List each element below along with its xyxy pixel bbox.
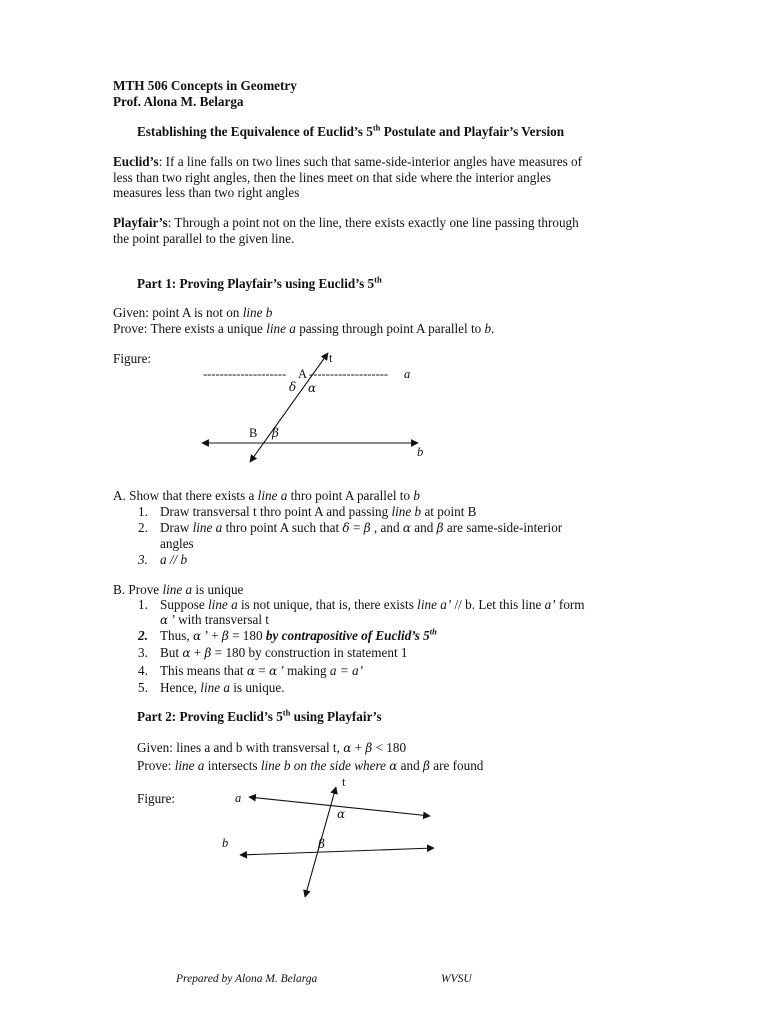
euclid-definition-line1: Euclid’s: If a line falls on two lines such that same-side-interior angles have measures of — [113, 154, 583, 169]
section-b-step4-num: 4. — [138, 663, 148, 678]
part1-figure-label: Figure: — [113, 351, 152, 366]
section-b-step4: This means that α = α ’ making a = a’ — [160, 663, 363, 678]
euclid-definition-line3: measures less than two right angles — [113, 185, 300, 200]
fig2-alpha-label: α — [337, 807, 346, 821]
section-a-step2-num: 2. — [138, 520, 148, 535]
section-a-step1: Draw transversal t thro point A and passing line b at point B — [160, 504, 477, 519]
section-b-intro: B. Prove line a is unique — [113, 582, 244, 597]
part1-given: Given: point A is not on line b — [113, 305, 273, 320]
document-title: Establishing the Equivalence of Euclid’s 5th Postulate and Playfair’s Version — [137, 122, 565, 139]
section-a-step3-num: 3. — [138, 552, 148, 567]
part1-heading: Part 1: Proving Playfair’s using Euclid’s 5th — [137, 274, 382, 291]
section-b-step5: Hence, line a is unique. — [160, 680, 285, 695]
euclid-definition-line2: less than two right angles, then the lines meet on that side where the interior angles — [113, 170, 552, 185]
point-a-label: A — [298, 367, 308, 381]
playfair-definition-line2: the point parallel to the given line. — [113, 231, 295, 246]
beta-angle-label: β — [272, 426, 279, 440]
section-b-step2: Thus, α ’ + β = 180 by contrapositive of Euclid’s 5th — [160, 626, 437, 643]
dashed-line-a-right: ------------------- — [309, 367, 389, 381]
footer-prepared-by: Prepared by Alona M. Belarga — [176, 973, 318, 985]
playfair-definition-line1: Playfair’s: Through a point not on the line, there exists exactly one line passing through — [113, 215, 579, 230]
part2-heading: Part 2: Proving Euclid’s 5th using Playfair’s — [137, 707, 382, 724]
section-b-step1-line2: α ’ with transversal t — [160, 612, 269, 627]
dashed-line-a-left: -------------------- — [203, 367, 287, 381]
section-a-step1-num: 1. — [138, 504, 148, 519]
section-b-step5-num: 5. — [138, 680, 148, 695]
part2-prove: Prove: line a intersects line b on the side where α and β are found — [137, 758, 484, 773]
section-b-step1: Suppose line a is not unique, that is, there exists line a’ // b. Let this line a’ form — [160, 597, 585, 612]
fig2-line-b — [240, 848, 434, 855]
professor-name: Prof. Alona M. Belarga — [113, 94, 244, 109]
section-b-step1-num: 1. — [138, 597, 148, 612]
part2-figure-label: Figure: — [137, 791, 176, 806]
section-a-step3: a // b — [160, 552, 188, 567]
course-title: MTH 506 Concepts in Geometry — [113, 78, 297, 93]
fig2-line-a-label: a — [235, 791, 242, 805]
section-a-intro: A. Show that there exists a line a thro point A parallel to b — [113, 488, 420, 503]
section-a-step2: Draw line a thro point A such that δ = β , and α and β are same-side-interior — [160, 520, 563, 535]
fig2-transversal-t-label: t — [342, 775, 346, 789]
part2-given: Given: lines a and b with transversal t, α + β < 180 — [137, 740, 407, 755]
point-b-label: B — [249, 426, 258, 440]
delta-angle-label: δ — [289, 380, 297, 394]
footer-school: WVSU — [441, 973, 472, 985]
section-b-step3-num: 3. — [138, 645, 148, 660]
section-b-step3: But α + β = 180 by construction in statement 1 — [160, 645, 408, 660]
section-a-step2-line2: angles — [160, 536, 194, 551]
alpha-angle-label: α — [308, 381, 317, 395]
line-a-label: a — [404, 367, 411, 381]
part1-prove: Prove: There exists a unique line a passing through point A parallel to b. — [113, 321, 495, 336]
transversal-t-label: t — [329, 351, 333, 365]
section-b-step2-num: 2. — [138, 628, 148, 643]
fig2-line-b-label: b — [222, 836, 229, 850]
line-b-label: b — [417, 445, 424, 459]
fig2-beta-label: β — [318, 837, 325, 851]
